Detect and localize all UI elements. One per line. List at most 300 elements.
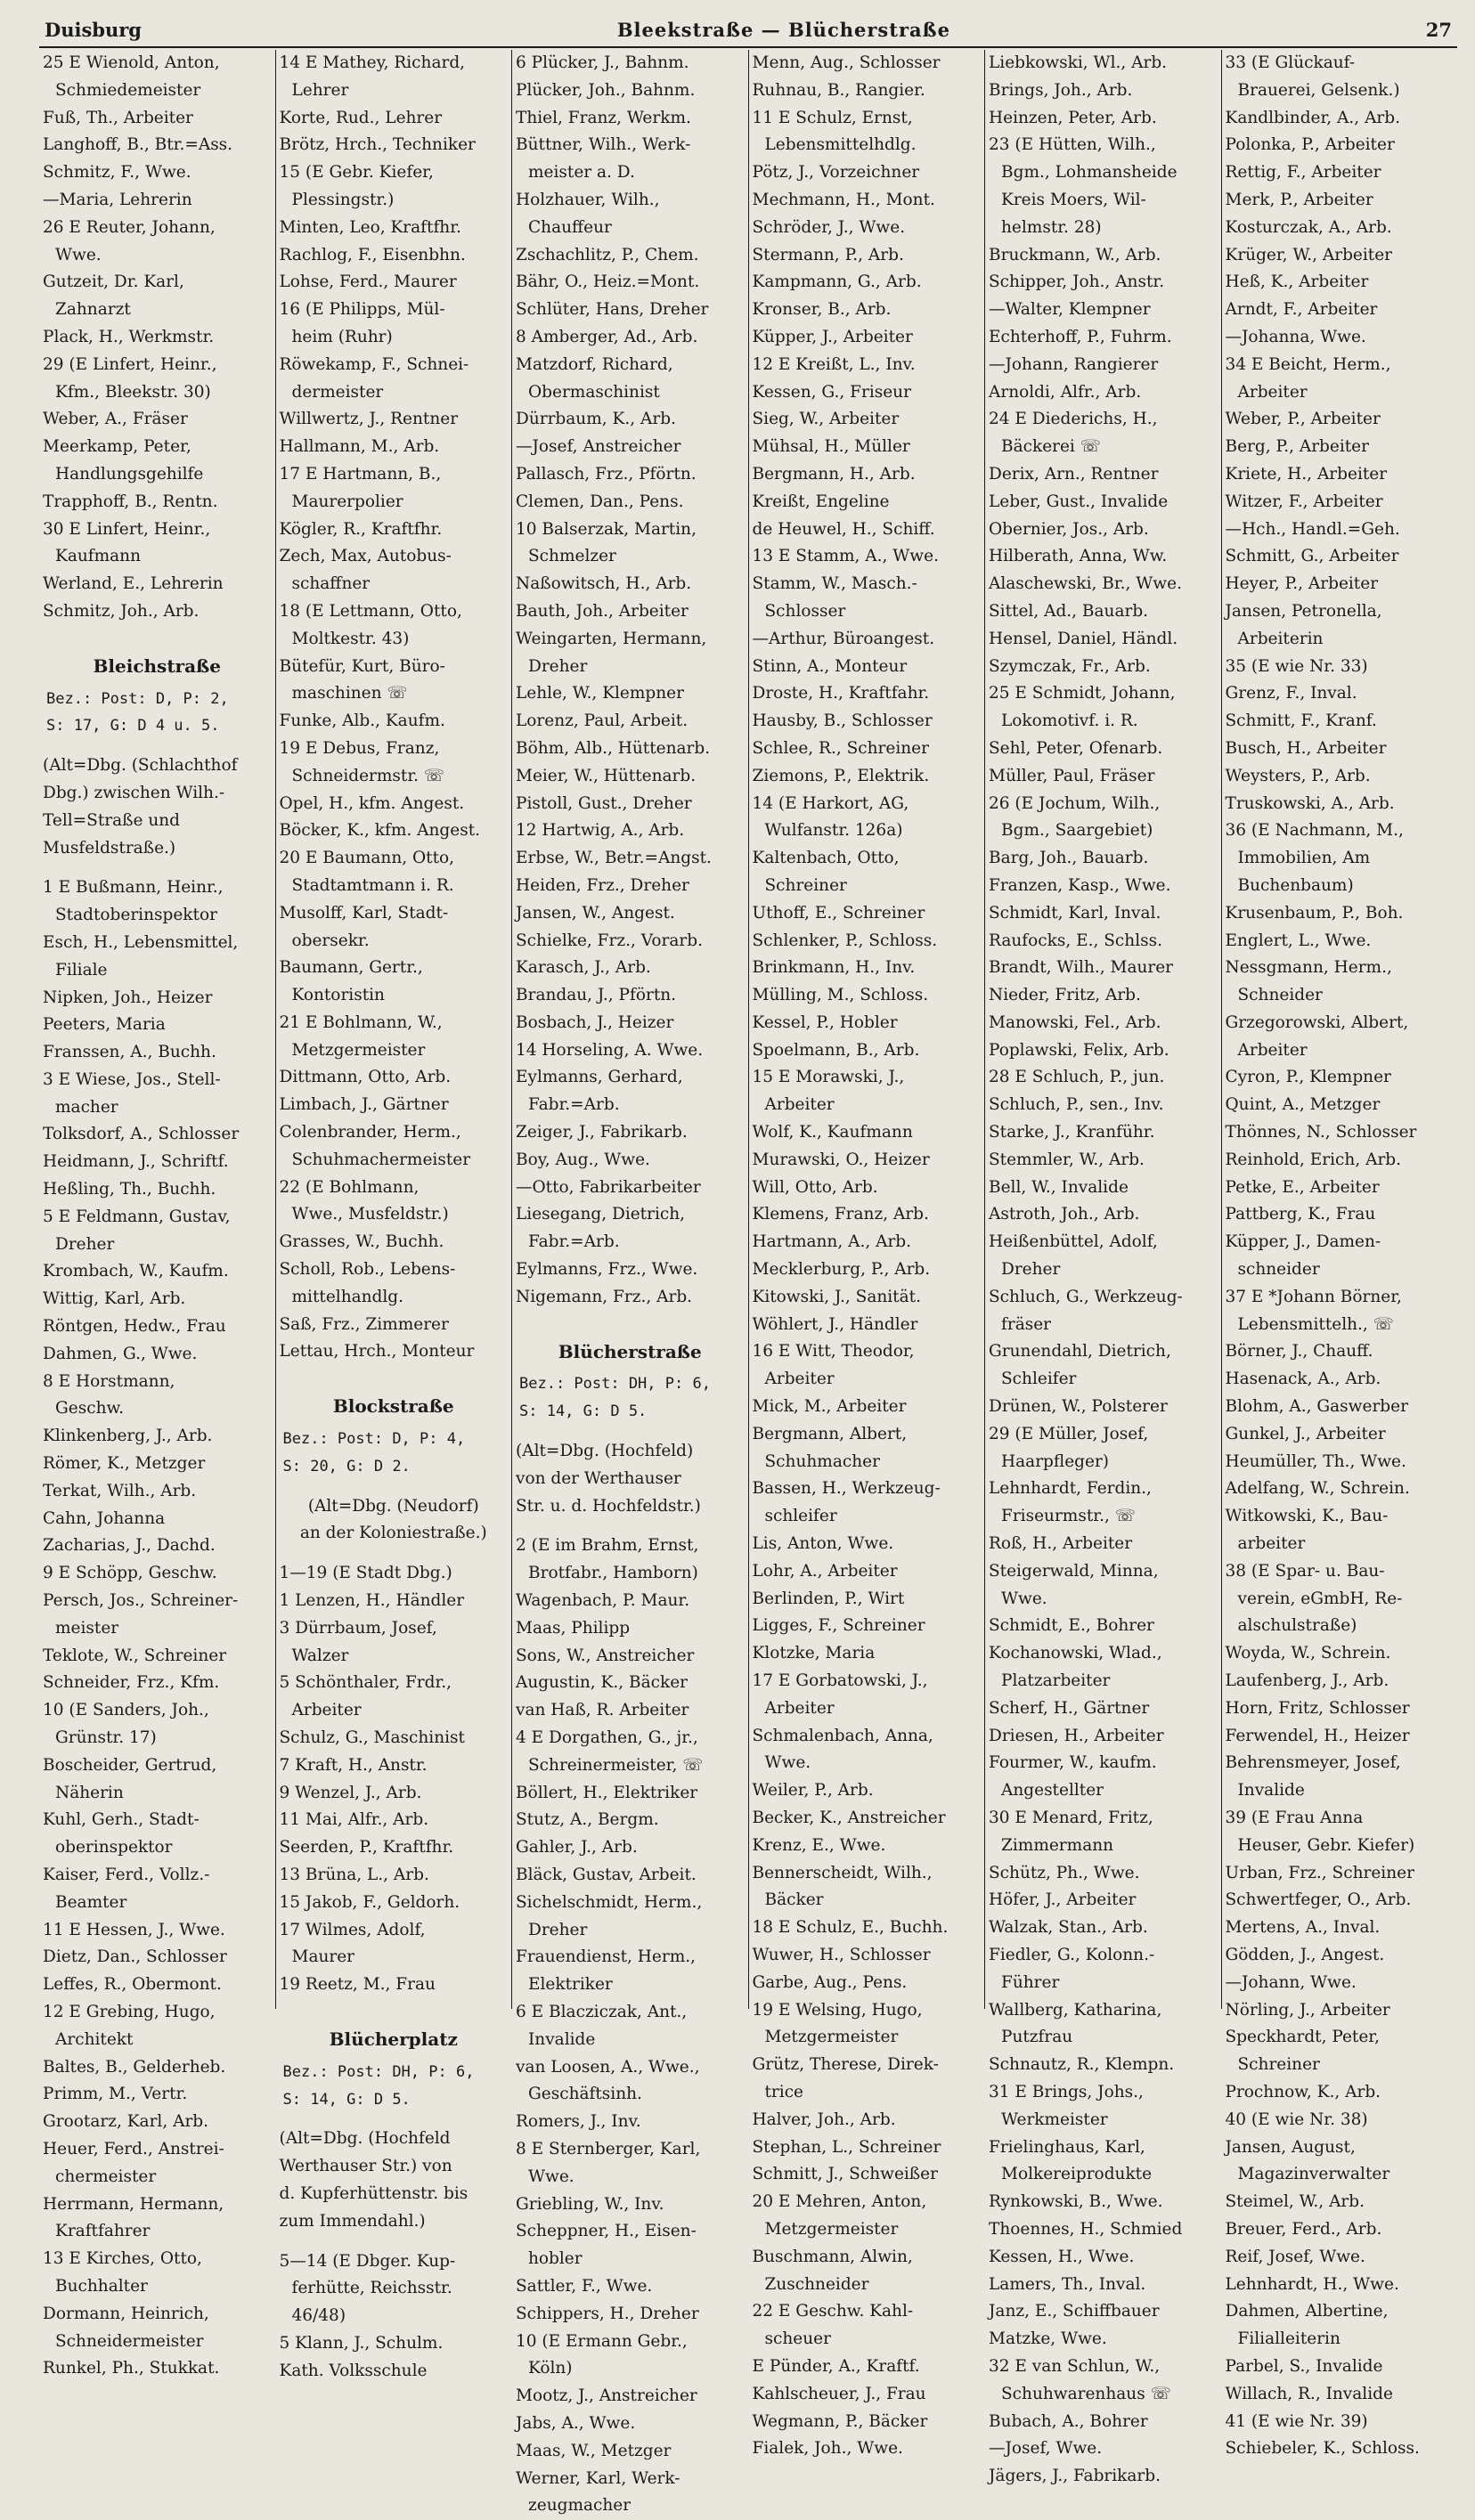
entry-line: Schlosser <box>764 601 846 621</box>
entry-line: Musolff, Karl, Stadt- <box>279 903 449 923</box>
entry-line: Pötz, J., Vorzeichner <box>752 163 920 183</box>
entry-line: Karasch, J., Arb. <box>516 958 651 978</box>
entry-line: Polonka, P., Arbeiter <box>1225 135 1395 155</box>
entry-line: d. Kupferhüttenstr. bis <box>279 2183 469 2203</box>
entry-line: Mertens, A., Inval. <box>1225 1918 1381 1938</box>
entry-line: Eylmanns, Frz., Wwe. <box>516 1260 698 1280</box>
entry-line: Schlüter, Hans, Dreher <box>516 300 709 320</box>
entry-line: Bütefür, Kurt, Büro- <box>279 656 445 676</box>
entry-line: 20 E Baumann, Otto, <box>279 849 455 868</box>
entry-line: Bauth, Joh., Arbeiter <box>516 601 689 621</box>
entry-line: Fialek, Joh., Wwe. <box>752 2439 903 2459</box>
entry-line: Zeiger, J., Fabrikarb. <box>516 1123 688 1142</box>
entry-line: Starke, J., Kranführ. <box>989 1123 1155 1142</box>
entry-line: zum Immendahl.) <box>279 2211 426 2231</box>
entry-line: Witkowski, K., Bau- <box>1225 1507 1389 1526</box>
entry-line: Fuß, Th., Arbeiter <box>43 108 193 127</box>
district-info: Bez.: Post: DH, P: 6, <box>282 2062 475 2081</box>
entry-line: maschinen ☏ <box>291 684 408 703</box>
entry-line: schneider <box>1237 1260 1320 1280</box>
entry-line: Hausby, B., Schlosser <box>752 711 933 731</box>
entry-line: 10 (E Sanders, Joh., <box>43 1701 209 1720</box>
entry-line: 22 (E Bohlmann, <box>279 1177 420 1197</box>
entry-line: Dreher <box>1001 1260 1061 1280</box>
entry-line: Plücker, Joh., Bahnm. <box>516 80 696 100</box>
entry-line: Römer, K., Metzger <box>43 1454 206 1474</box>
entry-line: 14 (E Harkort, AG, <box>752 793 909 813</box>
entry-line: Fabr.=Arb. <box>528 1095 620 1115</box>
page-header <box>39 18 1457 48</box>
entry-line: 6 E Blacziczak, Ant., <box>516 2002 688 2021</box>
entry-line: Elektriker <box>528 1975 613 1995</box>
entry-line: Franssen, A., Buchh. <box>43 1043 216 1062</box>
entry-line: Buchhalter <box>55 2276 148 2296</box>
entry-line: Schippers, H., Dreher <box>516 2304 699 2323</box>
entry-line: Willach, R., Invalide <box>1225 2384 1393 2403</box>
entry-line: 15 (E Gebr. Kiefer, <box>279 163 434 183</box>
entry-line: Bubach, A., Bohrer <box>989 2411 1148 2431</box>
entry-line: Näherin <box>55 1783 124 1802</box>
entry-line: Ligges, F., Schreiner <box>752 1616 925 1636</box>
entry-line: Dreher <box>528 1920 588 1939</box>
entry-line: Arbeiter <box>764 1370 835 1389</box>
entry-line: Grunendahl, Dietrich, <box>989 1342 1171 1362</box>
street-heading: Blücherplatz <box>329 2028 458 2050</box>
district-info: S: 20, G: D 2. <box>282 1457 411 1475</box>
column-2 <box>276 50 513 2380</box>
entry-line: Bosbach, J., Heizer <box>516 1012 674 1032</box>
entry-line: Stutz, A., Bergm. <box>516 1810 659 1830</box>
entry-line: Stemmler, W., Arb. <box>989 1150 1145 1169</box>
entry-line: Werner, Karl, Werk- <box>516 2468 680 2488</box>
entry-line: Böcker, K., kfm. Angest. <box>279 821 481 841</box>
entry-line: Thoennes, H., Schmied <box>989 2219 1183 2239</box>
entry-line: Clemen, Dan., Pens. <box>516 492 684 511</box>
entry-line: Schmelzer <box>528 547 616 566</box>
entry-line: —Johanna, Wwe. <box>1225 327 1366 346</box>
entry-line: 5 E Feldmann, Gustav, <box>43 1207 231 1226</box>
entry-line: 1 E Bußmann, Heinr., <box>43 878 224 898</box>
entry-line: 33 (E Glückauf- <box>1225 53 1356 72</box>
entry-line: Schmidt, Karl, Inval. <box>989 903 1161 923</box>
street-heading: Bleichstraße <box>93 654 221 677</box>
entry-line: 8 E Horstmann, <box>43 1371 175 1391</box>
entry-line: Ruhnau, B., Rangier. <box>752 80 925 100</box>
entry-line: Janz, E., Schiffbauer <box>989 2302 1160 2321</box>
entry-line: Schneider <box>1237 986 1323 1005</box>
entry-line: 26 (E Jochum, Wilh., <box>989 793 1161 813</box>
entry-line: Klemens, Franz, Arb. <box>752 1205 929 1224</box>
entry-line: Stermann, P., Arb. <box>752 245 904 264</box>
entry-line: Kessen, H., Wwe. <box>989 2247 1135 2266</box>
entry-line: Kontoristin <box>291 986 385 1005</box>
entry-line: 17 E Gorbatowski, J., <box>752 1671 928 1691</box>
entry-line: chermeister <box>55 2166 157 2186</box>
entry-line: 3 E Wiese, Jos., Stell- <box>43 1069 221 1089</box>
entry-line: Zacharias, J., Dachd. <box>43 1536 216 1556</box>
entry-line: Peeters, Maria <box>43 1015 166 1035</box>
entry-line: Runkel, Ph., Stukkat. <box>43 2359 220 2378</box>
entry-line: obersekr. <box>291 931 370 950</box>
entry-line: Nipken, Joh., Heizer <box>43 988 213 1007</box>
entry-line: 31 E Brings, Johs., <box>989 2082 1144 2101</box>
entry-line: Minten, Leo, Kraftfhr. <box>279 217 461 237</box>
entry-line: Büttner, Wilh., Werk- <box>516 135 691 155</box>
entry-line: Brandau, J., Pförtn. <box>516 986 677 1005</box>
entry-line: 25 E Schmidt, Johann, <box>989 684 1176 703</box>
entry-line: 9 E Schöpp, Geschw. <box>43 1564 217 1583</box>
entry-line: Heß, K., Arbeiter <box>1225 272 1369 292</box>
entry-line: —Hch., Handl.=Geh. <box>1225 519 1400 539</box>
entry-line: (Alt=Dbg. (Hochfeld) <box>516 1442 694 1461</box>
entry-line: Thönnes, N., Schlosser <box>1225 1123 1417 1142</box>
entry-line: 5 Klann, J., Schulm. <box>279 2333 444 2353</box>
entry-line: 35 (E wie Nr. 33) <box>1225 656 1368 676</box>
entry-line: Bgm., Lohmansheide <box>1001 163 1178 183</box>
entry-line: Metzgermeister <box>764 2028 899 2047</box>
entry-line: Führer <box>1001 1972 1060 1992</box>
entry-line: 9 Wenzel, J., Arb. <box>279 1783 422 1802</box>
entry-line: Horn, Fritz, Schlosser <box>1225 1698 1410 1718</box>
entry-line: 10 (E Ermann Gebr., <box>516 2331 688 2351</box>
entry-line: Reif, Josef, Wwe. <box>1225 2247 1365 2266</box>
entry-line: Pallasch, Frz., Pförtn. <box>516 464 697 484</box>
entry-line: —Arthur, Büroangest. <box>752 629 935 648</box>
entry-line: Roß, H., Arbeiter <box>989 1534 1133 1554</box>
entry-line: 41 (E wie Nr. 39) <box>1225 2411 1368 2431</box>
entry-line: Schielke, Frz., Vorarb. <box>516 931 703 950</box>
entry-line: Geschäftsinh. <box>528 2085 642 2104</box>
entry-line: Grütz, Therese, Direk- <box>752 2055 939 2075</box>
entry-line: 19 Reetz, M., Frau <box>279 1975 436 1995</box>
entry-line: (Alt=Dbg. (Schlachthof <box>43 756 238 776</box>
entry-line: Manowski, Fel., Arb. <box>989 1012 1161 1032</box>
entry-line: Dreher <box>528 656 588 676</box>
district-info: Bez.: Post: DH, P: 6, <box>519 1375 711 1394</box>
entry-line: Heinzen, Peter, Arb. <box>989 108 1157 127</box>
page-number: 27 <box>1425 19 1452 41</box>
entry-line: 2 (E im Brahm, Ernst, <box>516 1536 699 1556</box>
entry-line: Heißenbüttel, Adolf, <box>989 1232 1158 1252</box>
entry-line: Schluch, P., sen., Inv. <box>989 1095 1164 1115</box>
entry-line: 24 E Diederichs, H., <box>989 410 1158 429</box>
entry-line: Petke, E., Arbeiter <box>1225 1177 1380 1197</box>
column-4 <box>749 50 986 2459</box>
spacer <box>516 1520 745 1532</box>
street-heading: Blücherstraße <box>558 1340 702 1362</box>
entry-line: Kessel, P., Hobler <box>752 1012 898 1032</box>
entry-line: Naßowitsch, H., Arb. <box>516 574 692 594</box>
entry-line: Griebling, W., Inv. <box>516 2194 664 2214</box>
entry-line: 29 (E Müller, Josef, <box>989 1424 1149 1443</box>
entry-line: Schneidermeister <box>55 2331 204 2351</box>
entry-line: Lehnhardt, Ferdin., <box>989 1479 1152 1499</box>
entry-line: E Pünder, A., Kraftf. <box>752 2356 920 2376</box>
entry-line: Fabr.=Arb. <box>528 1232 620 1252</box>
entry-line: Brauerei, Gelsenk.) <box>1237 80 1400 100</box>
entry-line: Dietz, Dan., Schlosser <box>43 1947 227 1967</box>
entry-line: Cyron, P., Klempner <box>1225 1068 1391 1087</box>
entry-line: Wöhlert, J., Händler <box>752 1314 918 1334</box>
entry-line: 14 Horseling, A. Wwe. <box>516 1040 704 1060</box>
entry-line: —Josef, Wwe. <box>989 2439 1103 2459</box>
entry-line: Mühsal, H., Müller <box>752 437 910 457</box>
entry-line: 18 (E Lettmann, Otto, <box>279 601 462 621</box>
entry-line: Driesen, H., Arbeiter <box>989 1726 1164 1745</box>
entry-line: Schlee, R., Schreiner <box>752 738 929 758</box>
entry-line: Bruckmann, W., Arb. <box>989 245 1161 264</box>
entry-line: Invalide <box>528 2029 596 2049</box>
entry-line: Tolksdorf, A., Schlosser <box>43 1125 240 1144</box>
entry-line: Pattberg, K., Frau <box>1225 1205 1376 1224</box>
entry-line: Stadtoberinspektor <box>55 906 217 925</box>
entry-line: 12 E Grebing, Hugo, <box>43 2002 216 2021</box>
entry-line: schaffner <box>291 574 371 594</box>
entry-line: Angestellter <box>1001 1781 1104 1801</box>
entry-line: Schlenker, P., Schloss. <box>752 931 938 950</box>
spacer <box>43 862 272 874</box>
entry-line: Schnautz, R., Klempn. <box>989 2055 1175 2075</box>
entry-line: Filiale <box>55 960 108 980</box>
entry-line: Schütz, Ph., Wwe. <box>989 1863 1140 1882</box>
entry-line: Dittmann, Otto, Arb. <box>279 1068 452 1087</box>
entry-line: Lorenz, Paul, Arbeit. <box>516 711 689 731</box>
entry-line: Kosturczak, A., Arb. <box>1225 217 1392 237</box>
entry-line: Matzke, Wwe. <box>989 2329 1107 2349</box>
entry-line: Walzak, Stan., Arb. <box>989 1918 1148 1938</box>
entry-line: Heyer, P., Arbeiter <box>1225 574 1379 594</box>
entry-line: —Walter, Klempner <box>989 300 1151 320</box>
entry-line: Architekt <box>55 2029 134 2049</box>
entry-line: 8 E Sternberger, Karl, <box>516 2139 701 2158</box>
entry-line: 37 E *Johann Börner, <box>1225 1287 1402 1306</box>
entry-line: Urban, Frz., Schreiner <box>1225 1863 1414 1882</box>
entry-line: Murawski, O., Heizer <box>752 1150 930 1169</box>
entry-line: Mootz, J., Anstreicher <box>516 2386 697 2406</box>
entry-line: Beamter <box>55 1892 127 1912</box>
entry-line: Dahmen, Albertine, <box>1225 2302 1389 2321</box>
entry-line: Breuer, Ferd., Arb. <box>1225 2219 1382 2239</box>
entry-line: Kaufmann <box>55 547 142 566</box>
entry-line: Weber, A., Fräser <box>43 410 188 429</box>
entry-line: Maurer <box>291 1947 355 1967</box>
entry-line: Röntgen, Hedw., Frau <box>43 1317 226 1337</box>
entry-line: 1 Lenzen, H., Händler <box>279 1591 465 1611</box>
entry-line: —Maria, Lehrerin <box>43 190 192 209</box>
entry-line: Schreinermeister, ☏ <box>528 1755 704 1775</box>
entry-line: mittelhandlg. <box>291 1287 404 1306</box>
entry-line: Liesegang, Dietrich, <box>516 1205 686 1224</box>
entry-line: alschulstraße) <box>1237 1616 1357 1636</box>
entry-line: Lohr, A., Arbeiter <box>752 1561 898 1581</box>
entry-line: 30 E Linfert, Heinr., <box>43 519 211 539</box>
city-name: Duisburg <box>45 19 142 41</box>
entry-line: Krenz, E., Wwe. <box>752 1835 886 1855</box>
entry-line: Metzgermeister <box>291 1040 426 1060</box>
entry-line: Brings, Joh., Arb. <box>989 80 1133 100</box>
entry-line: Lehle, W., Klempner <box>516 684 684 703</box>
entry-line: Schuhmachermeister <box>291 1150 471 1169</box>
entry-line: Bergmann, Albert, <box>752 1424 908 1443</box>
entry-line: Bäckerei ☏ <box>1001 437 1101 457</box>
entry-line: Maas, W., Metzger <box>516 2441 672 2460</box>
entry-line: Bell, W., Invalide <box>989 1177 1129 1197</box>
district-info: Bez.: Post: D, P: 2, <box>46 689 229 708</box>
entry-line: 4 E Dorgathen, G., jr., <box>516 1728 698 1748</box>
entry-line: 1—19 (E Stadt Dbg.) <box>279 1564 452 1583</box>
entry-line: Bennerscheidt, Wilh., <box>752 1863 933 1882</box>
entry-line: 11 E Hessen, J., Wwe. <box>43 1920 225 1939</box>
entry-line: Mecklerburg, P., Arb. <box>752 1260 931 1280</box>
entry-line: 11 Mai, Alfr., Arb. <box>279 1810 429 1830</box>
entry-line: Poplawski, Felix, Arb. <box>989 1040 1169 1060</box>
entry-line: Filialleiterin <box>1237 2329 1341 2349</box>
entry-line: Maas, Philipp <box>516 1618 631 1638</box>
entry-line: Gahler, J., Arb. <box>516 1838 638 1857</box>
entry-line: 18 E Schulz, E., Buchh. <box>752 1918 949 1938</box>
entry-line: 21 E Bohlmann, W., <box>279 1012 443 1032</box>
entry-line: Meier, W., Hüttenarb. <box>516 766 697 785</box>
entry-line: Halver, Joh., Arb. <box>752 2109 896 2129</box>
entry-line: 25 E Wienold, Anton, <box>43 53 220 72</box>
entry-line: helmstr. 28) <box>1001 217 1102 237</box>
entry-line: Stephan, L., Schreiner <box>752 2137 941 2157</box>
entry-line: Heidmann, J., Schriftf. <box>43 1152 229 1172</box>
entry-line: 17 E Hartmann, B., <box>279 464 442 484</box>
entry-line: Schuhwarenhaus ☏ <box>1001 2384 1171 2403</box>
district-info: S: 14, G: D 5. <box>519 1402 648 1421</box>
entry-line: Brandt, Wilh., Maurer <box>989 958 1174 978</box>
entry-line: Molkereiprodukte <box>1001 2165 1153 2184</box>
entry-line: 15 E Morawski, J., <box>752 1068 905 1087</box>
entry-line: Quint, A., Metzger <box>1225 1095 1381 1115</box>
entry-line: Kreißt, Engeline <box>752 492 890 511</box>
entry-line: Mülling, M., Schloss. <box>752 986 929 1005</box>
column-3 <box>512 50 749 2516</box>
entry-line: Franzen, Kasp., Wwe. <box>989 875 1171 895</box>
entry-line: Weysters, P., Arb. <box>1225 766 1371 785</box>
columns <box>39 50 1457 2516</box>
entry-line: Menn, Aug., Schlosser <box>752 53 941 72</box>
spacer <box>280 2236 509 2248</box>
entry-line: hobler <box>528 2249 583 2269</box>
entry-line: Kampmann, G., Arb. <box>752 272 922 292</box>
entry-line: Brinkmann, H., Inv. <box>752 958 916 978</box>
entry-line: 28 E Schluch, P., jun. <box>989 1068 1165 1087</box>
entry-line: Zech, Max, Autobus- <box>279 547 452 566</box>
entry-line: heim (Ruhr) <box>291 327 393 346</box>
entry-line: verein, eGmbH, Re- <box>1237 1589 1403 1608</box>
entry-line: Meerkamp, Peter, <box>43 437 192 457</box>
entry-line: Schmalenbach, Anna, <box>752 1726 933 1745</box>
entry-line: Bäcker <box>764 1890 824 1910</box>
entry-line: 30 E Menard, Fritz, <box>989 1809 1153 1827</box>
entry-line: 13 E Kirches, Otto, <box>43 2249 202 2269</box>
entry-line: Bgm., Saargebiet) <box>1001 821 1153 841</box>
entry-line: Zschachlitz, P., Chem. <box>516 245 699 264</box>
entry-line: 36 (E Nachmann, M., <box>1225 821 1404 841</box>
entry-line: Gunkel, J., Arbeiter <box>1225 1424 1386 1443</box>
entry-line: Rachlog, F., Eisenbhn. <box>279 245 466 264</box>
entry-line: macher <box>55 1097 118 1117</box>
entry-line: Chauffeur <box>528 217 612 237</box>
entry-line: Sittel, Ad., Bauarb. <box>989 601 1149 621</box>
entry-line: Korte, Rud., Lehrer <box>279 108 443 127</box>
entry-line: Derix, Arn., Rentner <box>989 464 1159 484</box>
entry-line: Haarpfleger) <box>1001 1451 1110 1471</box>
entry-line: Schiebeler, K., Schloss. <box>1225 2439 1420 2459</box>
entry-line: Heuer, Ferd., Anstrei- <box>43 2139 224 2158</box>
entry-line: Lokomotivf. i. R. <box>1001 711 1138 731</box>
district-info: Bez.: Post: D, P: 4, <box>282 1430 466 1449</box>
entry-line: 39 (E Frau Anna <box>1225 1809 1364 1827</box>
entry-line: 12 Hartwig, A., Arb. <box>516 821 685 841</box>
entry-line: Jabs, A., Wwe. <box>516 2413 636 2433</box>
entry-line: Invalide <box>1237 1781 1305 1801</box>
entry-line: Parbel, S., Invalide <box>1225 2356 1383 2376</box>
entry-line: Terkat, Wilh., Arb. <box>43 1481 197 1500</box>
entry-line: 20 E Mehren, Anton, <box>752 2192 927 2212</box>
entry-line: Truskowski, A., Arb. <box>1225 793 1395 813</box>
entry-line: Werkmeister <box>1001 2109 1108 2129</box>
spacer <box>280 2113 509 2126</box>
entry-line: 10 Balserzak, Martin, <box>516 519 697 539</box>
entry-line: Kath. Volksschule <box>279 2361 428 2380</box>
entry-line: Grzegorowski, Albert, <box>1225 1012 1409 1032</box>
entry-line: Gutzeit, Dr. Karl, <box>43 272 184 292</box>
entry-line: Uthoff, E., Schreiner <box>752 903 925 923</box>
entry-line: oberinspektor <box>55 1838 173 1857</box>
entry-line: Schreiner <box>1237 2055 1320 2075</box>
entry-line: Wwe. <box>764 1753 811 1773</box>
entry-line: Grenz, F., Inval. <box>1225 684 1357 703</box>
entry-line: ferhütte, Reichsstr. <box>291 2279 452 2298</box>
entry-line: Weingarten, Hermann, <box>516 629 707 648</box>
entry-line: 32 E van Schlun, W., <box>989 2356 1161 2376</box>
entry-line: Schreiner <box>764 875 847 895</box>
entry-line: Bläck, Gustav, Arbeit. <box>516 1866 697 1884</box>
entry-line: Will, Otto, Arb. <box>752 1177 878 1197</box>
entry-line: Musfeldstraße.) <box>43 838 176 858</box>
entry-line: meister <box>55 1618 119 1638</box>
entry-line: Prochnow, K., Arb. <box>1225 2082 1381 2101</box>
entry-line: 5 Schönthaler, Frdr., <box>279 1673 452 1693</box>
entry-line: Kreis Moers, Wil- <box>1001 190 1146 209</box>
entry-line: Grootarz, Karl, Arb. <box>43 2112 209 2132</box>
entry-line: an der Koloniestraße.) <box>299 1524 487 1543</box>
entry-line: Limbach, J., Gärtner <box>279 1095 449 1115</box>
entry-line: Grünstr. 17) <box>55 1728 157 1748</box>
entry-line: Dürrbaum, K., Arb. <box>516 410 676 429</box>
entry-line: van Loosen, A., Wwe., <box>516 2057 700 2077</box>
entry-line: Böllert, H., Elektriker <box>516 1783 698 1802</box>
entry-line: Arbeiter <box>764 1095 835 1115</box>
entry-line: Busch, H., Arbeiter <box>1225 738 1387 758</box>
entry-line: Rynkowski, B., Wwe. <box>989 2192 1163 2212</box>
entry-line: Kfm., Bleekstr. 30) <box>55 382 211 402</box>
entry-line: Wuwer, H., Schlosser <box>752 1945 931 1964</box>
entry-line: Zahnarzt <box>55 300 131 320</box>
entry-line: Barg, Joh., Bauarb. <box>989 849 1149 868</box>
entry-line: 19 E Welsing, Hugo, <box>752 2000 923 2020</box>
entry-line: Leber, Gust., Invalide <box>989 492 1169 511</box>
entry-line: Bassen, H., Werkzeug- <box>752 1479 941 1499</box>
entry-line: Schmitt, F., Kranf. <box>1225 711 1377 731</box>
entry-line: Nessgmann, Herm., <box>1225 958 1392 978</box>
entry-line: Esch, H., Lebensmittel, <box>43 932 239 952</box>
entry-line: Teklote, W., Schreiner <box>43 1646 227 1665</box>
entry-line: 38 (E Spar- u. Bau- <box>1225 1561 1385 1581</box>
